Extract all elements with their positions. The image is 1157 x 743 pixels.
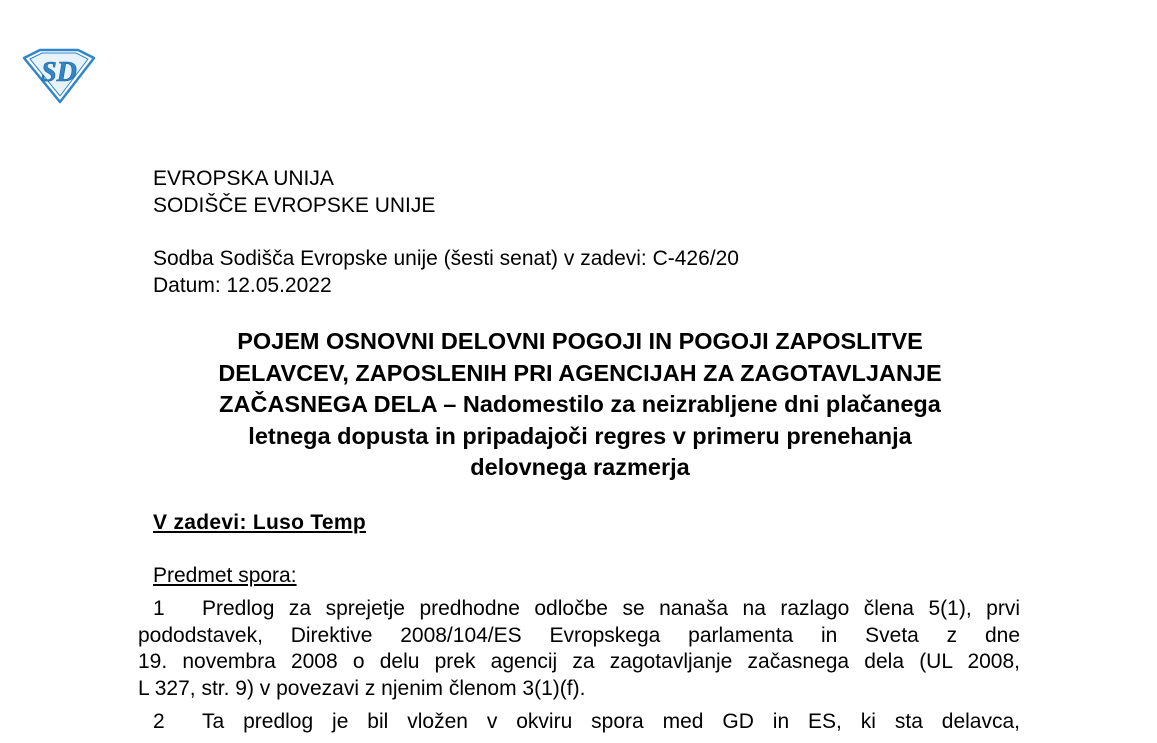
paragraph-2 [138,709,1020,736]
title-line: letnega dopusta in pripadajoči regres v primeru prenehanja [248,422,912,449]
section-heading: Predmet spora: [153,564,297,587]
sd-shield-logo-icon [20,46,98,106]
paragraph-line: 19. novembra 2008 o delu prek agencij za zagotavljanje začasnega dela (UL 2008, [138,650,1020,673]
paragraph-number: 1 [153,597,165,620]
paragraph-line [138,709,1020,736]
case-date-line: Datum: 12.05.2022 [153,274,332,297]
paragraph-number: 2 [153,710,165,733]
title-line: ZAČASNEGA DELA – Nadomestilo za neizrabljene dni plačanega [219,391,941,417]
title-line: DELAVCEV, ZAPOSLENIH PRI AGENCIJAH ZA ZAGOTAVLJANJE [218,359,942,386]
case-reference-line: Sodba Sodišča Evropske unije (šesti senat) v zadevi: C-426/20 [153,247,739,270]
subject-line: V zadevi: Luso Temp [153,511,367,534]
paragraph-text: Predlog za sprejetje predhodne odločbe se nanaša na razlago člena 5(1), prvi [202,597,1020,620]
paragraph-line: pododstavek, Direktive 2008/104/ES Evropskega parlamenta in Sveta z dne [138,623,1020,647]
sd-logo [20,46,98,106]
title-line: delovnega razmerja [470,454,690,480]
paragraph-line [138,596,1020,623]
title-line: POJEM OSNOVNI DELOVNI POGOJI IN POGOJI ZAPOSLITVE [237,328,923,354]
document-title [140,326,1020,484]
paragraph-text: Ta predlog je bil vložen v okviru spora med GD in ES, ki sta delavca, [202,710,1020,733]
svg-text:SD: SD [41,57,77,88]
paragraph-1 [138,596,1020,702]
court-name-line: SODIŠČE EVROPSKE UNIJE [153,194,436,217]
paragraph-line: L 327, str. 9) v povezavi z njenim členom 3(1)(f). [138,676,586,700]
court-union-line: EVROPSKA UNIJA [153,167,334,190]
